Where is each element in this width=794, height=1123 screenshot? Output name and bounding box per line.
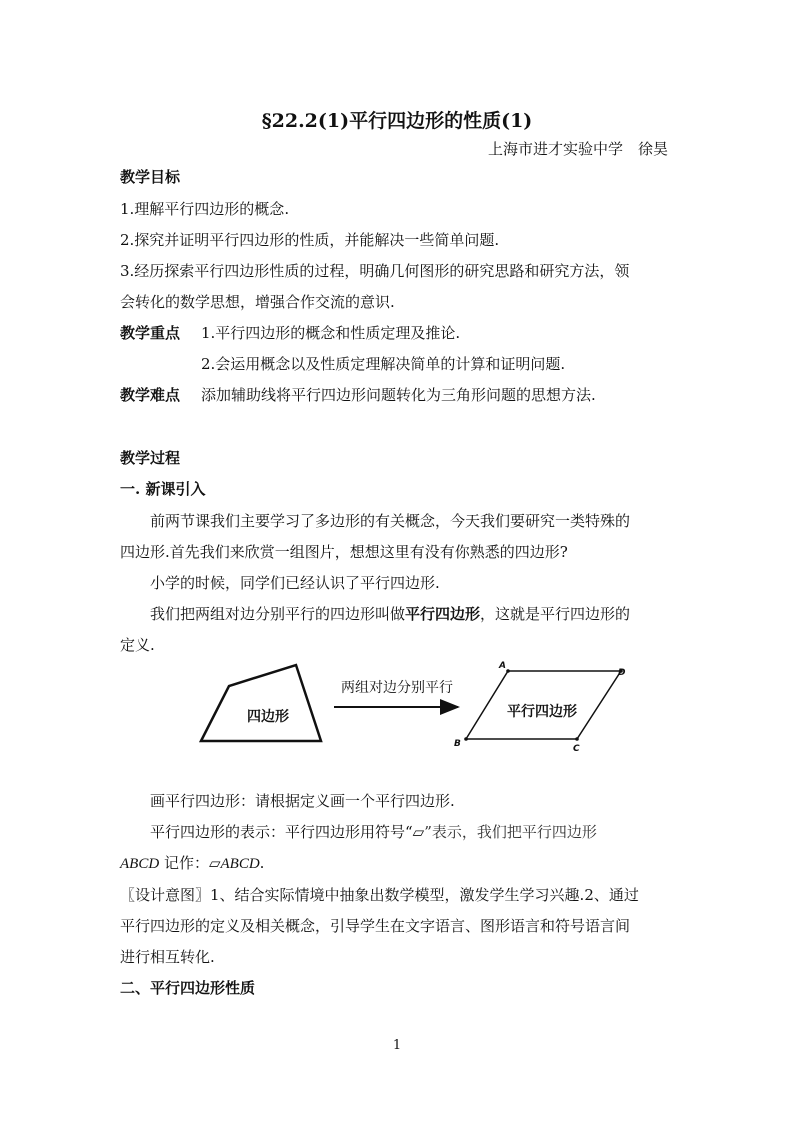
vertex-a-label: A (499, 661, 506, 671)
paragraph-5-mid: ”表示，我们把平行四边形 (424, 823, 597, 841)
keypoints-heading: 教学重点 (120, 324, 181, 342)
vertex-b-label: B (454, 739, 461, 749)
notation-parallelogram-abcd: ▱ABCD (208, 856, 260, 872)
definition-figure (190, 655, 650, 755)
goal-item-1: 1.理解平行四边形的概念. (120, 200, 290, 218)
vertex-c-label: C (573, 744, 580, 754)
paragraph-3-post: ，这就是平行四边形的 (480, 605, 631, 623)
paragraph-4: 画平行四边形：请根据定义画一个平行四边形. (150, 792, 455, 810)
keypoint-item-2: 2.会运用概念以及性质定理解决简单的计算和证明问题. (201, 355, 566, 373)
goal-item-3: 3.经历探索平行四边形性质的过程，明确几何图形的研究思路和研究方法，领 (120, 262, 630, 280)
difficulty-heading: 教学难点 (120, 386, 181, 404)
keypoint-item-1: 1.平行四边形的概念和性质定理及推论. (201, 324, 461, 342)
paragraph-3-pre: 我们把两组对边分别平行的四边形叫做 (150, 605, 406, 623)
parallelogram-symbol: ▱ (412, 825, 425, 841)
design-intent-line-3: 进行相互转化. (120, 948, 215, 966)
paragraph-1-line-1: 前两节课我们主要学习了多边形的有关概念，今天我们要研究一类特殊的 (150, 512, 631, 530)
author-line: 上海市进才实验中学 徐昊 (487, 140, 668, 158)
quadrilateral-shape (201, 665, 321, 741)
notation-abcd: ABCD (120, 856, 160, 872)
paragraph-3-line-1 (150, 603, 630, 624)
vertex-c-point (575, 737, 579, 741)
vertex-b-point (464, 737, 468, 741)
paragraph-2: 小学的时候，同学们已经认识了平行四边形. (150, 574, 440, 592)
page-title: §22.2(1)平行四边形的性质(1) (261, 110, 533, 132)
paragraph-5-pre: 平行四边形的表示：平行四边形用符号“ (150, 823, 413, 841)
process-heading: 教学过程 (120, 449, 181, 467)
parallelogram-label: 平行四边形 (507, 704, 577, 720)
section-2-heading: 二、平行四边形性质 (120, 979, 256, 997)
difficulty-text: 添加辅助线将平行四边形问题转化为三角形问题的思想方法. (201, 386, 596, 404)
design-intent-line-1: 〖设计意图〗1、结合实际情境中抽象出数学模型，激发学生学习兴趣.2、通过 (120, 886, 639, 904)
vertex-d-label: D (618, 668, 626, 678)
paragraph-5-line-1 (150, 821, 597, 842)
paragraph-5-line-2 (120, 852, 264, 873)
notation-record-as: 记作： (159, 854, 209, 872)
page-number: 1 (392, 1038, 402, 1053)
paragraph-3-line-2: 定义. (120, 636, 155, 654)
goals-heading: 教学目标 (120, 168, 181, 186)
notation-period: . (259, 854, 265, 872)
section-1-heading: 一. 新课引入 (120, 480, 206, 498)
term-parallelogram: 平行四边形 (405, 605, 481, 623)
paragraph-1-line-2: 四边形.首先我们来欣赏一组图片，想想这里有没有你熟悉的四边形? (120, 543, 568, 561)
arrow-label: 两组对边分别平行 (341, 680, 453, 696)
vertex-a-point (506, 669, 510, 673)
quadrilateral-label: 四边形 (247, 709, 289, 725)
goal-item-2: 2.探究并证明平行四边形的性质，并能解决一些简单问题. (120, 231, 500, 249)
design-intent-line-2: 平行四边形的定义及相关概念，引导学生在文字语言、图形语言和符号语言间 (120, 917, 631, 935)
goal-item-3-cont: 会转化的数学思想，增强合作交流的意识. (120, 293, 395, 311)
